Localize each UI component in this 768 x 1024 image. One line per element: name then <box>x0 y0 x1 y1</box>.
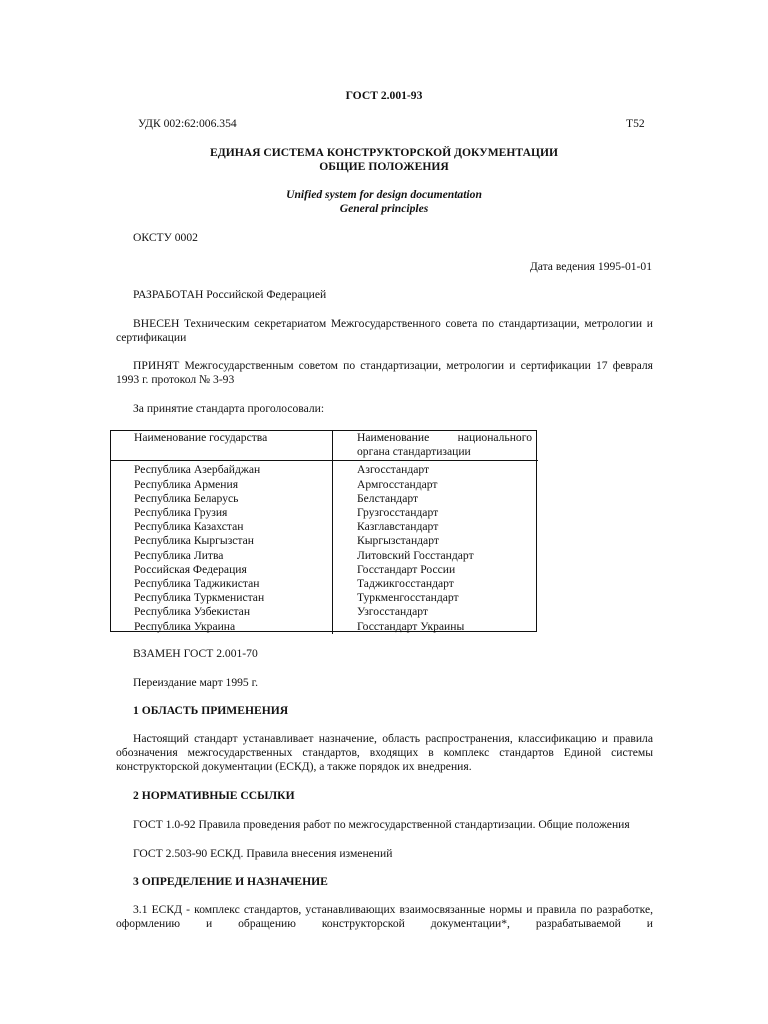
reference-gost-2-503: ГОСТ 2.503-90 ЕСКД. Правила внесения изменений <box>133 847 393 860</box>
standards-body: Армгосстандарт <box>357 477 438 491</box>
reference-gost-1-0: ГОСТ 1.0-92 Правила проведения работ по межгосударственной стандартизации. Общие положения <box>133 818 630 831</box>
state-name: Российская Федерация <box>110 563 333 577</box>
header-body-line-2: органа стандартизации <box>357 445 471 459</box>
title-ru-line-1: ЕДИНАЯ СИСТЕМА КОНСТРУКТОРСКОЙ ДОКУМЕНТАЦИИ <box>210 146 558 159</box>
table-row <box>110 478 538 492</box>
section-1-title: 1 ОБЛАСТЬ ПРИМЕНЕНИЯ <box>133 704 289 717</box>
table-row <box>110 461 538 478</box>
header-body-word-1: Наименование <box>357 431 430 444</box>
replaces-standard: ВЗАМЕН ГОСТ 2.001-70 <box>133 647 258 660</box>
table-row <box>110 506 538 520</box>
udk-code: УДК 002:62:006.354 <box>138 117 237 130</box>
section-3-text: 3.1 ЕСКД - комплекс стандартов, устанавливающих взаимосвязанные нормы и правила по разработке, оформлению и обращению конструкторской документации*, разрабатываемой и <box>116 903 653 930</box>
state-name: Республика Туркменистан <box>110 591 333 605</box>
section-1-text: Настоящий стандарт устанавливает назначение, область распространения, классификацию и правила обозначения межгосударственных стандартов, входящих в комплекс стандартов Единой системы конструкторской документации (ЕСКД), а также порядок их внедрения. <box>116 732 653 773</box>
table-row <box>110 591 538 605</box>
state-name: Республика Азербайджан <box>110 461 333 478</box>
voted-label: За принятие стандарта проголосовали: <box>133 402 325 415</box>
reissue-note: Переиздание март 1995 г. <box>133 676 258 689</box>
standard-number: ГОСТ 2.001-93 <box>345 89 423 102</box>
standards-body: Госстандарт Украины <box>357 619 465 633</box>
group-code: Т52 <box>626 117 645 130</box>
standards-body: Белстандарт <box>357 491 419 505</box>
standards-body: Узгосстандарт <box>357 605 428 619</box>
title-ru-line-2: ОБЩИЕ ПОЛОЖЕНИЯ <box>319 160 449 173</box>
table-header-row <box>110 430 538 461</box>
adopted-by: ПРИНЯТ Межгосударственным советом по стандартизации, метрологии и сертификации 17 февраля 1993 г. протокол № 3-93 <box>116 359 653 386</box>
standards-body: Казглавстандарт <box>357 520 439 534</box>
standards-body: Грузгосстандарт <box>357 506 439 520</box>
table-row <box>110 534 538 548</box>
header-body <box>333 430 539 461</box>
developed-by: РАЗРАБОТАН Российской Федерацией <box>133 288 327 301</box>
state-name: Республика Таджикистан <box>110 577 333 591</box>
state-name: Республика Беларусь <box>110 492 333 506</box>
effective-date: Дата ведения 1995-01-01 <box>529 260 652 273</box>
state-name: Республика Украина <box>110 620 333 634</box>
state-name: Республика Армения <box>110 478 333 492</box>
header-state: Наименование государства <box>110 430 333 461</box>
table-row <box>110 620 538 634</box>
table-row <box>110 605 538 619</box>
table-row <box>110 563 538 577</box>
title-en-line-1: Unified system for design documentation <box>286 188 482 201</box>
section-3-title: 3 ОПРЕДЕЛЕНИЕ И НАЗНАЧЕНИЕ <box>133 875 328 888</box>
standards-body: Таджикгосстандарт <box>357 577 454 591</box>
standards-body: Госстандарт России <box>357 562 456 576</box>
oksty-code: ОКСТУ 0002 <box>133 231 198 244</box>
standards-body: Литовский Госстандарт <box>357 548 474 562</box>
state-name: Республика Узбекистан <box>110 605 333 619</box>
title-en-line-2: General principles <box>339 202 429 215</box>
table-row <box>110 492 538 506</box>
state-name: Республика Литва <box>110 549 333 563</box>
standards-body: Кыргызстандарт <box>357 534 439 548</box>
state-name: Республика Грузия <box>110 506 333 520</box>
standards-body: Азгосстандарт <box>357 463 430 477</box>
header-body-line-1 <box>357 431 532 445</box>
state-name: Республика Казахстан <box>110 520 333 534</box>
standards-body: Туркменгосстандарт <box>357 591 459 605</box>
state-name: Республика Кыргызстан <box>110 534 333 548</box>
header-body-word-2: национального <box>457 431 532 444</box>
table-row <box>110 577 538 591</box>
introduced-by: ВНЕСЕН Техническим секретариатом Межгосударственного совета по стандартизации, метрологии и сертификации <box>116 317 653 344</box>
table-row <box>110 549 538 563</box>
states-table <box>110 430 538 634</box>
table-row <box>110 520 538 534</box>
section-2-title: 2 НОРМАТИВНЫЕ ССЫЛКИ <box>133 789 295 802</box>
